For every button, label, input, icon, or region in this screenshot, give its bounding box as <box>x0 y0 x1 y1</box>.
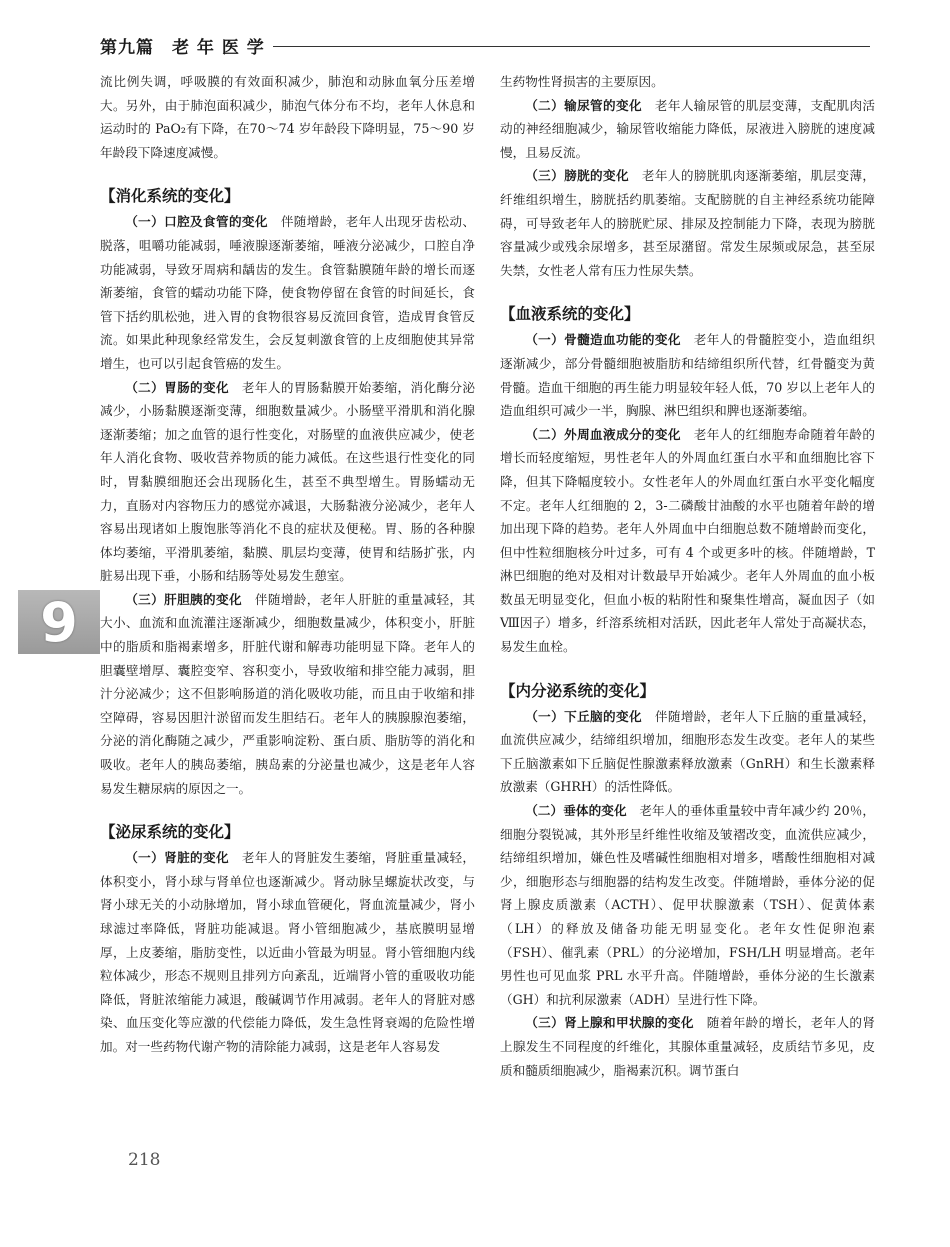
section-title-endocrine: 【内分泌系统的变化】 <box>500 681 656 700</box>
paragraph <box>500 328 875 422</box>
subsection-title: （三）肾上腺和甲状腺的变化 <box>525 1015 694 1031</box>
paragraph-text: 老年人的膀胱肌肉逐渐萎缩，肌层变薄，纤维组织增生，膀胱括约肌萎缩。支配膀胱的自主神经系统功能障碍，可导致老年人的膀胱贮尿、排尿及控制能力下降，表现为膀胱容量减少或残余尿增多，甚至尿潴留。常发生尿频或尿急，甚至尿失禁，女性老人常有压力性尿失禁。 <box>500 168 876 278</box>
right-column <box>500 70 875 1082</box>
paragraph: 流比例失调，呼吸膜的有效面积减少，肺泡和动脉血氧分压差增大。另外，由于肺泡面积减少，肺泡气体分布不均，老年人休息和运动时的 PaO₂有下降，在70～74 岁年龄段下降明显，75～90 岁年龄段下降速度减慢。 <box>100 74 475 160</box>
section-title-digestive: 【消化系统的变化】 <box>100 187 240 206</box>
subsection-title: （二）外周血液成分的变化 <box>525 426 681 442</box>
paragraph <box>500 164 875 282</box>
page-header <box>100 30 870 60</box>
paragraph <box>500 423 875 659</box>
subsection-title: （二）胃肠的变化 <box>125 379 229 395</box>
paragraph <box>500 94 875 165</box>
paragraph <box>100 376 475 588</box>
subsection-title: （三）肝胆胰的变化 <box>125 591 242 607</box>
page-number: 218 <box>128 1150 161 1170</box>
paragraph-text: 伴随增龄，老年人出现牙齿松动、脱落，咀嚼功能减弱，唾液腺逐渐萎缩，唾液分泌减少，口腔自净功能减弱，导致牙周病和龋齿的发生。食管黏膜随年龄的增长而逐渐萎缩，食管的蠕动功能下降，使食物停留在食管的时间延长，食管下括约肌松弛，进入胃的食物很容易反流回食管，造成胃食管反流。如果此种现象经常发生，会反复刺激食管的上皮细胞使其异常增生，也可以引起食管癌的发生。 <box>100 214 476 371</box>
subsection-title: （二）输尿管的变化 <box>525 97 642 113</box>
header-title: 第九篇 老 年 医 学 <box>100 37 265 58</box>
paragraph <box>500 1011 875 1082</box>
left-column <box>100 70 475 1059</box>
subsection-title: （一）肾脏的变化 <box>125 850 229 866</box>
paragraph-text: 老年人的骨髓腔变小，造血组织逐渐减少，部分骨髓细胞被脂肪和结缔组织所代替，红骨髓变为黄骨髓。造血干细胞的再生能力明显较年轻人低，70 岁以上老年人的造血组织可减少一半，胸腺、淋巴组织和脾也逐渐萎缩。 <box>500 332 876 419</box>
paragraph <box>100 210 475 375</box>
paragraph-text: 伴随增龄，老年人下丘脑的重量减轻，血流供应减少，结缔组织增加，细胞形态发生改变。老年人的某些下丘脑激素如下丘脑促性腺激素释放激素（GnRH）和生长激素释放激素（GHRH）的活性降低。 <box>500 708 876 795</box>
paragraph <box>500 705 875 799</box>
subsection-title: （一）骨髓造血功能的变化 <box>525 332 681 348</box>
chapter-tab <box>18 590 100 654</box>
section-title-blood: 【血液系统的变化】 <box>500 305 640 324</box>
chapter-number: 9 <box>40 590 78 654</box>
paragraph <box>500 799 875 1011</box>
section-title-urinary: 【泌尿系统的变化】 <box>100 823 240 842</box>
paragraph: 生药物性肾损害的主要原因。 <box>500 74 664 89</box>
paragraph-text: 伴随增龄，老年人肝脏的重量减轻，其大小、血流和血流灌注逐渐减少，细胞数量减少，体积变小，肝脏中的脂质和脂褐素增多，肝脏代谢和解毒功能明显下降。老年人的胆囊壁增厚、囊腔变窄、容积变小，导致收缩和排空能力减弱，胆汁分泌减少；这不但影响肠道的消化吸收功能，而且由于收缩和排空障碍，容易因胆汁淤留而发生胆结石。老年人的胰腺腺泡萎缩，分泌的消化酶随之减少，严重影响淀粉、蛋白质、脂肪等的消化和吸收。老年人的胰岛萎缩，胰岛素的分泌量也减少，这是老年人容易发生糖尿病的原因之一。 <box>100 591 476 796</box>
subsection-title: （一）口腔及食管的变化 <box>125 214 268 230</box>
paragraph-text: 老年人输尿管的肌层变薄，支配肌肉活动的神经细胞减少，输尿管收缩能力降低，尿液进入膀胱的速度减慢，且易反流。 <box>500 97 876 160</box>
paragraph-text: 老年人的胃肠黏膜开始萎缩，消化酶分泌减少，小肠黏膜逐渐变薄，细胞数量减少。小肠壁平滑肌和消化腺逐渐萎缩；加之血管的退行性变化，对肠壁的血液供应减少，使老年人消化食物、吸收营养物质的能力减低。在这些退行性变化的同时，胃黏膜细胞还会出现肠化生，甚至不典型增生。胃肠蠕动无力，直肠对内容物压力的感觉亦减退，大肠黏液分泌减少，老年人容易出现诸如上腹饱胀等消化不良的症状及便秘。胃、肠的各种腺体均萎缩，平滑肌萎缩，黏膜、肌层均变薄，使胃和结肠扩张，内脏易出现下垂，小肠和结肠等处易发生憩室。 <box>100 379 476 584</box>
paragraph-text: 随着年龄的增长，老年人的肾上腺发生不同程度的纤维化，其腺体重量减轻，皮质结节多见，皮质和髓质细胞减少，脂褐素沉积。调节蛋白 <box>500 1015 876 1078</box>
paragraph-text: 老年人的垂体重量较中青年减少约 20％，细胞分裂锐减，其外形呈纤维性收缩及皱褶改变，血流供应减少，结缔组织增加，嫌色性及嗜碱性细胞相对增多，嗜酸性细胞相对减少，细胞形态与细胞器的结构发生改变。伴随增龄，垂体分泌的促肾上腺皮质激素（ACTH）、促甲状腺激素（TSH）、促黄体素（LH）的释放及储备功能无明显变化。老年女性促卵泡素（FSH）、催乳素（PRL）的分泌增加，FSH/LH 明显增高。老年男性也可见血浆 PRL 水平升高。伴随增龄，垂体分泌的生长激素（GH）和抗利尿激素（ADH）呈进行性下降。 <box>500 803 876 1007</box>
paragraph <box>100 588 475 800</box>
subsection-title: （二）垂体的变化 <box>525 803 627 819</box>
subsection-title: （三）膀胱的变化 <box>525 168 629 184</box>
subsection-title: （一）下丘脑的变化 <box>525 708 642 724</box>
header-rule <box>273 46 870 47</box>
paragraph-text: 老年人的红细胞寿命随着年龄的增长而轻度缩短，男性老年人的外周血红蛋白水平和血细胞比容下降，但其下降幅度较小。女性老年人的外周血红蛋白水平变化幅度不定。老年人红细胞的 2，3-二磷酸甘油酸的水平也随着年龄的增加出现下降的趋势。老年人外周血中白细胞总数不随增龄而变化，但中性粒细胞核分叶过多，可有 4 个或更多叶的核。伴随增龄，T 淋巴细胞的绝对及相对计数最早开始减少。老年人外周血的血小板数虽无明显变化，但血小板的粘附性和聚集性增高，凝血因子（如Ⅷ因子）增多，纤溶系统相对活跃，因此老年人常处于高凝状态，易发生血栓。 <box>500 426 876 655</box>
paragraph <box>100 846 475 1058</box>
paragraph-text: 老年人的肾脏发生萎缩，肾脏重量减轻，体积变小，肾小球与肾单位也逐渐减少。肾动脉呈螺旋状改变，与肾小球无关的小动脉增加，肾小球血管硬化，肾血流量减少，肾小球滤过率降低，肾脏功能减退。肾小管细胞减少，基底膜明显增厚，上皮萎缩，脂肪变性，以近曲小管最为明显。肾小管细胞内线粒体减少，形态不规则且排列方向紊乱，近端肾小管的重吸收功能降低，肾脏浓缩能力减退，酸碱调节作用减弱。老年人的肾脏对感染、血压变化等应激的代偿能力降低，发生急性肾衰竭的危险性增加。对一些药物代谢产物的清除能力减弱，这是老年人容易发 <box>100 850 476 1054</box>
